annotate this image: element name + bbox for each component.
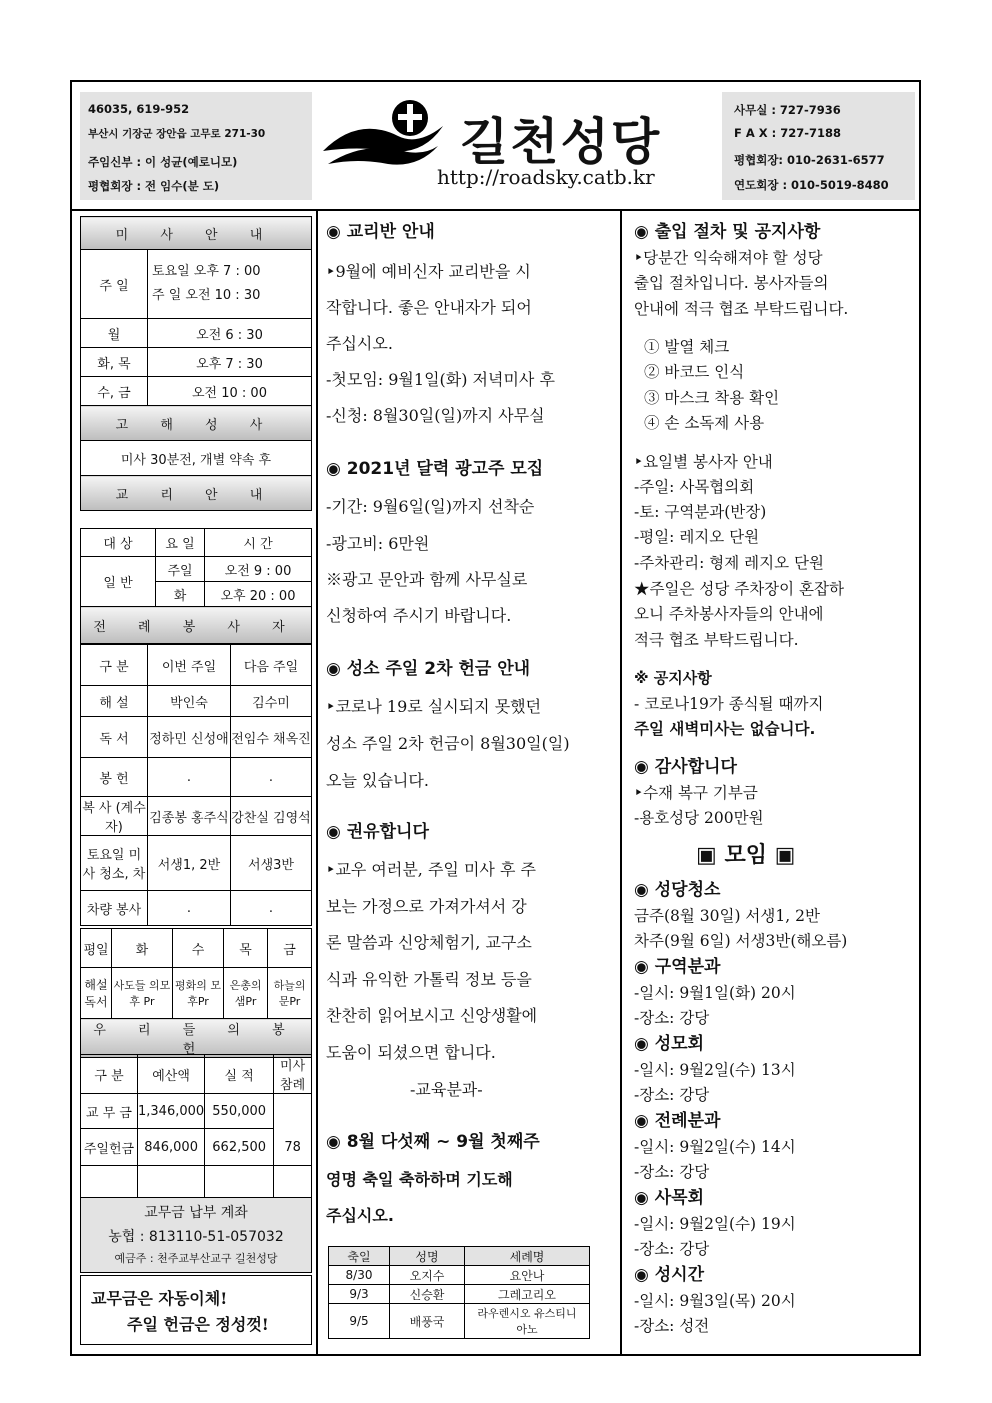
mass-time: 오전 6 : 30 [148,319,312,348]
offering-table [80,1054,312,1201]
wk-value: 하늘의 문Pr [268,968,312,1019]
r1-line: ‣당분간 익숙해져야 할 성당 [634,249,823,267]
feast-table [328,1246,590,1339]
wk-header: 수 [172,929,223,968]
off-budget: 846,000 [138,1129,205,1166]
header-info-left [80,92,312,200]
m6-line: -장소: 성전 [634,1317,710,1335]
confession-text: 미사 30분전, 개별 약속 후 [81,441,312,476]
feast-saint: 그레고리오 [465,1285,590,1304]
s4-line: ‣교우 여러분, 주일 미사 후 주 [326,860,536,879]
feast-date: 9/5 [329,1304,390,1339]
feast-header: 세례명 [465,1247,590,1266]
r2-line: ★주일은 성당 주차장이 혼잡하 [634,580,844,598]
r2-line: 적극 협조 부탁드립니다. [634,631,799,649]
right-column [634,0,916,1403]
r1-title: ◉ 출입 절차 및 공지사항 [634,222,821,242]
step: ① 발열 체크 [644,338,730,356]
sunday-row: 토요일 오후 7 : 00 [152,264,261,279]
feast-date: 8/30 [329,1266,390,1285]
pastor: 주임신부 : 이 성균(예로니모) [88,155,238,169]
offering-title: 우 리 들 의 봉 헌 [81,1019,312,1058]
lit-header: 이번 주일 [148,645,231,686]
off-budget: 1,346,000 [138,1094,205,1129]
wk-value: 평화의 모후Pr [172,968,223,1019]
r2-line: -평일: 레지오 단원 [634,528,760,546]
off-actual: 662,500 [205,1129,274,1166]
s1-line: -첫모임: 9월1일(화) 저녁미사 후 [326,370,555,389]
step: ③ 마스크 착용 확인 [644,389,780,407]
m2-title: ◉ 구역분과 [634,957,721,977]
meeting-title: ▣ 모임 ▣ [696,843,796,868]
off-header: 예산액 [138,1055,205,1094]
lit-next: . [231,758,312,797]
account-number: 농협 : 813110-51-057032 [108,1229,284,1245]
mass-day: 월 [81,319,148,348]
lit-role: 토요일 미사 청소, 차 [81,836,148,891]
m4-line: -일시: 9월2일(수) 14시 [634,1138,796,1156]
liturgy-title: 전 례 봉 사 자 [81,607,312,644]
s2-line: -광고비: 6만원 [326,534,430,553]
sunday-row: 주 일 오전 10 : 30 [152,288,261,303]
feast-header: 성명 [390,1247,465,1266]
lit-this: 김종봉 홍주식 [148,797,231,836]
s4-line: 론 말씀과 신앙체험기, 교구소 [326,933,532,952]
wk-header: 평일 [81,929,112,968]
cat-time: 오전 9 : 00 [205,557,312,582]
m2-line: -일시: 9월1일(화) 20시 [634,984,796,1002]
s2-title: ◉ 2021년 달력 광고주 모집 [326,459,544,479]
s2-line: -기간: 9월6일(일)까지 선착순 [326,497,535,516]
cat-header: 대 상 [81,529,156,557]
mass-time: 오전 10 : 00 [148,377,312,406]
m3-title: ◉ 성모회 [634,1034,705,1054]
lit-this: 박인숙 [148,686,231,717]
weekday-table [80,928,312,1058]
liturgy-table [80,644,312,926]
column-divider-2 [620,211,622,1356]
mass-day: 수, 금 [81,377,148,406]
address: 부산시 기장군 장안읍 고무로 271-30 [88,128,266,140]
office-phone: 사무실 : 727-7936 [734,103,841,117]
account-title: 교무금 납부 계좌 [144,1205,248,1221]
mass-table [80,216,312,511]
off-name: 교 무 금 [81,1094,138,1129]
cat-day: 화 [156,582,205,607]
lit-role: 해 설 [81,686,148,717]
off-header: 구 분 [81,1055,138,1094]
lit-header: 구 분 [81,645,148,686]
r1-line: 출입 절차입니다. 봉사자들의 [634,274,829,292]
address-code: 46035, 619-952 [88,102,190,116]
step: ④ 손 소독제 사용 [644,414,765,432]
lit-next: 서생3반 [231,836,312,891]
s2-line: 신청하여 주시기 바랍니다. [326,606,512,625]
wk-role: 해설 독서 [81,968,112,1019]
lit-this: . [148,891,231,926]
lit-next: 전임수 채옥진 [231,717,312,758]
s3-line: 오늘 있습니다. [326,771,429,790]
r2-line: -토: 구역분과(반장) [634,503,767,521]
off-header: 실 적 [205,1055,274,1094]
s3-line: ‣코로나 19로 실시되지 못했던 [326,697,542,716]
notice-line: 주일 새벽미사는 없습니다. [634,720,816,738]
notice-title: ※ 공지사항 [634,669,712,687]
s1-line: ‣9월에 예비신자 교리반을 시 [326,262,531,281]
m3-line: -장소: 강당 [634,1086,710,1104]
s4-sign: -교육분과- [410,1080,483,1099]
s3-line: 성소 주일 2차 헌금이 8월30일(일) [326,734,570,753]
attendance: 78 [274,1094,312,1166]
feast-saint: 라우렌시오 유스티니아노 [465,1304,590,1339]
m6-title: ◉ 성시간 [634,1265,705,1285]
fax: F A X : 727-7188 [734,126,842,140]
wk-value: 은총의 샘Pr [224,968,268,1019]
lit-this: . [148,758,231,797]
feast-header: 축일 [329,1247,390,1266]
lit-next: 강찬실 김영석 [231,797,312,836]
s1-line: 주십시오. [326,334,393,353]
council-head: 평협회장 : 전 임수(분 도) [88,179,220,193]
feast-date: 9/3 [329,1285,390,1304]
lit-role: 봉 헌 [81,758,148,797]
wk-header: 화 [112,929,173,968]
m2-line: -장소: 강당 [634,1009,710,1027]
s1-title: ◉ 교리반 안내 [326,222,435,242]
lit-header: 다음 주일 [231,645,312,686]
lit-role: 복 사 (계수자) [81,797,148,836]
middle-column [326,0,616,1403]
s5-title: ◉ 8월 다섯째 ~ 9월 첫째주 [326,1132,540,1152]
step: ② 바코드 인식 [644,363,745,381]
off-name: 주일헌금 [81,1129,138,1166]
r2-line: 오니 주차봉사자들의 안내에 [634,605,824,623]
m4-line: -장소: 강당 [634,1163,710,1181]
catechism-table [80,528,312,644]
r1-line: 안내에 적극 협조 부탁드립니다. [634,300,849,318]
account-holder: 예금주 : 천주교부산교구 길천성당 [114,1252,278,1265]
s5-line: 주십시오. [326,1206,394,1225]
m6-line: -일시: 9월3일(목) 20시 [634,1292,796,1310]
youth-phone: 연도회장 : 010-5019-8480 [734,178,889,192]
cat-header: 시 간 [205,529,312,557]
lit-role: 차량 봉사 [81,891,148,926]
m5-title: ◉ 사목회 [634,1188,705,1208]
notice-line: - 코로나19가 종식될 때까지 [634,695,824,713]
s4-line: 식과 유익한 가톨릭 정보 등을 [326,970,532,989]
feast-name: 오지수 [390,1266,465,1285]
feast-name: 신승환 [390,1285,465,1304]
cat-header: 요 일 [156,529,205,557]
feast-name: 배풍국 [390,1304,465,1339]
s1-line: -신청: 8월30일(일)까지 사무실 [326,406,545,425]
catechism-title: 교 리 안 내 [81,476,312,511]
thanks-line: ‣수재 복구 기부금 [634,784,758,802]
church-name: 길천성당 [460,113,662,171]
auto-line-2: 주일 헌금은 정성껏! [127,1315,269,1334]
off-header: 미사 참례 [274,1055,312,1094]
m1-title: ◉ 성당청소 [634,880,721,900]
sunday-label: 주 일 [81,250,148,319]
wk-header: 금 [268,929,312,968]
cat-day: 주일 [156,557,205,582]
s4-line: 찬찬히 읽어보시고 신앙생활에 [326,1006,538,1025]
off-actual: 550,000 [205,1094,274,1129]
s5-line: 영명 축일 축하하며 기도해 [326,1170,513,1189]
wk-value: 사도들 의모후 Pr [112,968,173,1019]
auto-line-1: 교무금은 자동이체! [91,1289,228,1308]
feast-saint: 요안나 [465,1266,590,1285]
auto-transfer-box [80,1275,312,1345]
council-phone: 평협회장: 010-2631-6577 [734,153,885,167]
s1-line: 작합니다. 좋은 안내자가 되어 [326,298,532,317]
s2-line: ※광고 문안과 함께 사무실로 [326,570,528,589]
lit-this: 정하민 신성애 [148,717,231,758]
mass-time: 오후 7 : 30 [148,348,312,377]
lit-role: 독 서 [81,717,148,758]
s3-title: ◉ 성소 주일 2차 헌금 안내 [326,659,531,679]
m4-title: ◉ 전례분과 [634,1111,721,1131]
s4-title: ◉ 권유합니다 [326,822,429,842]
thanks-title: ◉ 감사합니다 [634,757,737,777]
lit-next: . [231,891,312,926]
lit-this: 서생1, 2반 [148,836,231,891]
m1-line: 차주(9월 6일) 서생3반(해오름) [634,932,848,950]
r2-line: -주차관리: 형제 레지오 단원 [634,554,824,572]
r2-line: ‣요일별 봉사자 안내 [634,453,773,471]
m3-line: -일시: 9월2일(수) 13시 [634,1061,796,1079]
confession-title: 고 해 성 사 [81,406,312,441]
wk-header: 목 [224,929,268,968]
thanks-line: -용호성당 200만원 [634,809,764,827]
column-divider-1 [316,211,318,1356]
m5-line: -장소: 강당 [634,1240,710,1258]
lit-next: 김수미 [231,686,312,717]
account-box [80,1197,312,1273]
mass-day: 화, 목 [81,348,148,377]
m5-line: -일시: 9월2일(수) 19시 [634,1215,796,1233]
cat-time: 오후 20 : 00 [205,582,312,607]
website-url[interactable]: http://roadsky.catb.kr [437,165,655,189]
mass-title: 미 사 안 내 [81,217,312,250]
s4-line: 도움이 되셨으면 합니다. [326,1043,496,1062]
m1-line: 금주(8월 30일) 서생1, 2반 [634,907,820,925]
r2-line: -주일: 사목협의회 [634,478,755,496]
s4-line: 보는 가정으로 가져가셔서 강 [326,897,527,916]
cat-group: 일 반 [81,557,156,607]
